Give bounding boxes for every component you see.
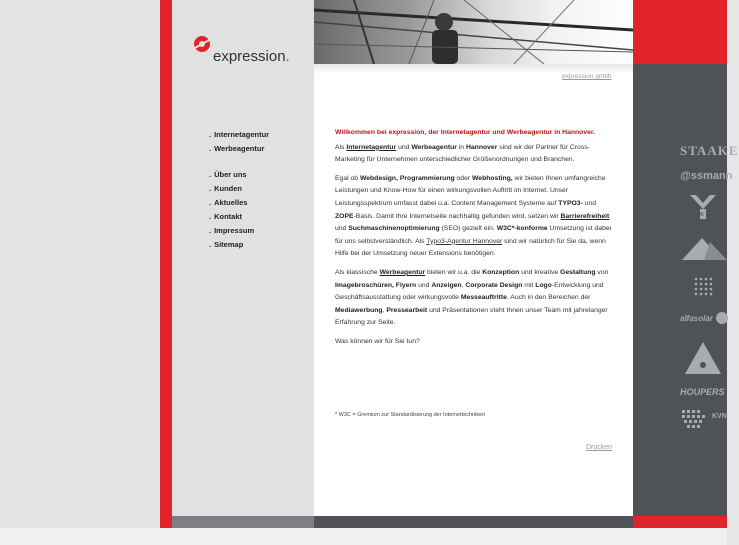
footer-gray — [172, 516, 314, 528]
client-logo-staake: STAAKE — [680, 143, 739, 158]
client-logo-alfasolar-icon — [714, 310, 727, 326]
left-background — [0, 0, 160, 528]
footer-dark — [314, 516, 633, 528]
client-logo-kvn-map-icon — [680, 408, 708, 434]
footnote: * W3C = Gremium zur Standardisierung der Internettechniken — [335, 412, 486, 418]
print-link[interactable]: Drucken — [586, 444, 613, 451]
footer-red-right — [633, 516, 727, 528]
nav-item-internetagentur[interactable]: . Internetagentur — [209, 130, 270, 139]
intro-heading: Willkommen bei expression, der Internetagentur und Werbeagentur in Hannover. — [335, 129, 596, 136]
footer-bottom — [0, 528, 727, 545]
logo-text[interactable]: expression. — [213, 48, 290, 65]
client-logo-houpers: HOUPERS — [680, 387, 725, 397]
nav-item-kunden[interactable]: . Kunden — [209, 184, 243, 193]
main-text — [335, 127, 615, 355]
client-logo-dots-icon — [692, 275, 716, 299]
expression-logo-icon[interactable] — [190, 32, 214, 56]
client-logo-warning-icon — [683, 340, 723, 376]
client-logo-bkk-icon — [688, 193, 718, 227]
red-strip — [160, 0, 172, 528]
header-banner-photo — [314, 0, 633, 64]
client-logo-kvn: KVN — [712, 413, 727, 420]
nav-item-kontakt[interactable]: . Kontakt — [209, 212, 243, 221]
nav-item-sitemap[interactable]: . Sitemap — [209, 240, 244, 249]
footer-red — [160, 516, 172, 528]
client-logo-bkk-text: BKK — [693, 212, 704, 218]
sailing-photo — [314, 0, 633, 64]
company-link[interactable]: expression gmbh — [562, 73, 612, 80]
paragraph-1: Als Internetagentur und Werbeagentur in Hannover sind wir der Partner für Cross-Marketing für Unternehmen unterschiedlicher Größenordnungen und Branchen. — [335, 143, 590, 164]
client-logo-assmann: @ssmann — [680, 170, 733, 182]
client-logo-triangle-icon — [682, 236, 727, 262]
client-logo-alfasolar: alfasolar — [680, 314, 713, 323]
link-barrierefreiheit[interactable]: Barrierefreiheit — [560, 212, 610, 220]
right-red-block — [633, 0, 727, 64]
paragraph-2: Egal ob Webdesign, Programmierung oder Webhosting, wir bieten Ihnen umfangreiche Leistungen und Know-How für einen wirkungsvollen Auftritt im Internet. Unser Leistungsspektrum umfasst dabei u.a. Content Management Systeme auf TYPO3- und ZOPE-Basis. Damit Ihre Internetseite nachhaltig gefunden wird, setzen wir Barrierefreiheit und Suchmaschinenoptimierung (SEO) gezielt ein. W3C*-konforme Umsetzung ist dabei für uns selbstverständlich. Als Typo3-Agentur Hannover sind wir natürlich für Sie da, wenn Hilfe bei der Umsetzung neuer Extensions benötigen. — [335, 174, 612, 258]
link-internetagentur[interactable]: Internetagentur — [346, 143, 397, 151]
link-werbeagentur[interactable]: Werbeagentur — [379, 268, 426, 276]
link-typo3-agentur[interactable]: Typo3-Agentur Hannover — [426, 237, 503, 245]
nav-column — [172, 0, 314, 516]
paragraph-3: Als klassische Werbeagentur bieten wir u.a. die Konzeption und kreative Gestaltung von Imagebroschüren, Flyern und Anzeigen, Corporate Design mit Logo-Entwicklung und Geschäftsausstattung oder wirkungsvolle Messeauftritte. Auch in den Bereichen der Mediawerbung, Pressearbeit und Präsentationen steht Ihnen unser Team mit jahrelanger Erfahrung zur Seite. — [335, 268, 609, 327]
paragraph-4: Was können wir für Sie tun? — [335, 337, 420, 345]
nav-item-werbeagentur[interactable]: . Werbeagentur — [209, 144, 265, 153]
nav-item-ueber-uns[interactable]: . Über uns — [209, 170, 247, 179]
nav-item-aktuelles[interactable]: . Aktuelles — [209, 198, 248, 207]
nav-item-impressum[interactable]: . Impressum — [209, 226, 255, 235]
